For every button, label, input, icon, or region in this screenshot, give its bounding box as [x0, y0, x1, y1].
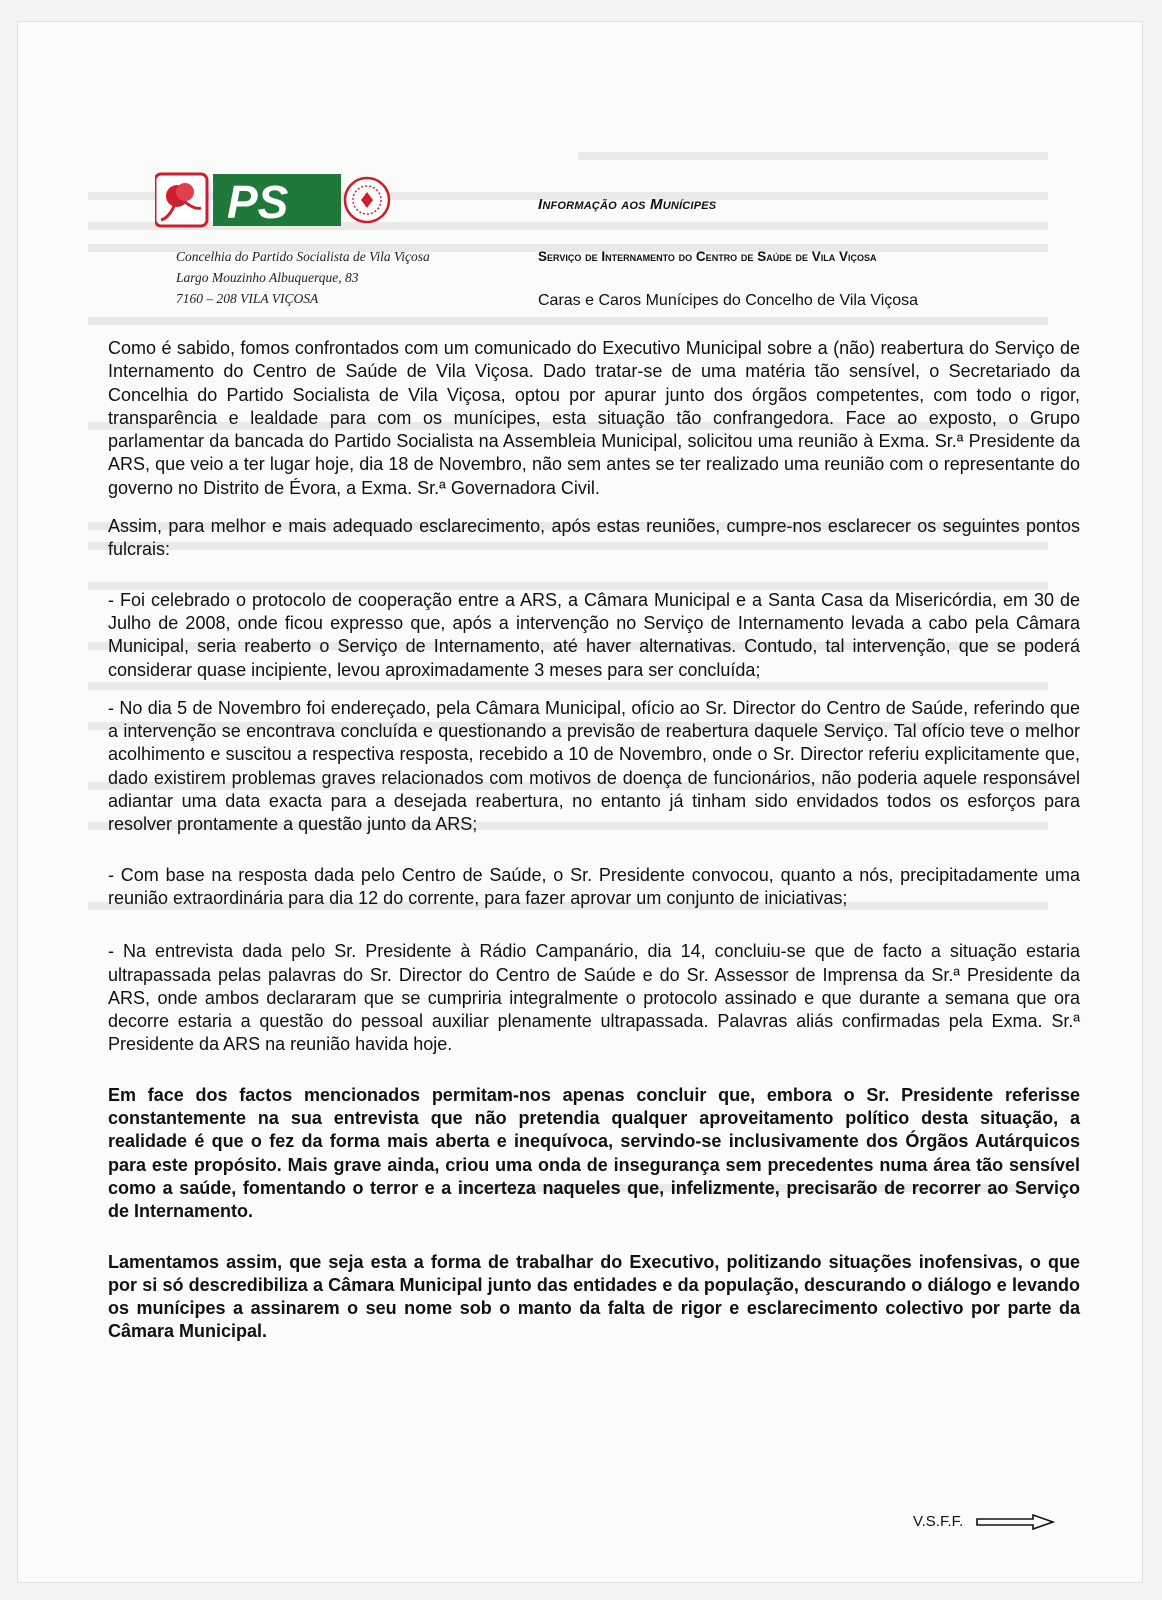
document-page	[18, 22, 1142, 1582]
document-subtitle: Serviço de Internamento do Centro de Saúde de Vila Viçosa	[538, 249, 877, 264]
organization-address-line2: 7160 – 208 VILA VIÇOSA	[176, 291, 319, 306]
paragraph-point-protocol: - Foi celebrado o protocolo de cooperação entre a ARS, a Câmara Municipal e a Santa Casa da Misericórdia, em 30 de Julho de 2008, onde ficou expresso que, após a intervenção no Serviço de Internamento levada a cabo pela Câmara Municipal, seria reaberto o Serviço de Internamento, até haver alternativas. Contudo, tal intervenção, que se poderá considerar quase incipiente, levou aproximadamente 3 meses para ser concluída;	[108, 589, 1080, 680]
logo-text: PS	[227, 176, 289, 228]
organization-name: Concelhia do Partido Socialista de Vila Viçosa	[176, 249, 430, 264]
organization-block	[176, 246, 430, 309]
paragraph-conclusion: Em face dos factos mencionados permitam-nos apenas concluir que, embora o Sr. Presidente referisse constantemente na sua entrevista que não pretendia qualquer aproveitamento político desta situação, a realidade é que o fez da forma mais aberta e inequívoca, servindo-se inclusivamente dos Órgãos Autárquicos para este propósito. Mais grave ainda, criou uma onda de insegurança sem precedentes numa área tão sensível como a saúde, fomentando o terror e a incerteza naqueles que, infelizmente, precisarão de recorrer ao Serviço de Internamento.	[108, 1084, 1080, 1222]
document-title: Informação aos Munícipes	[538, 196, 717, 213]
ps-logo	[155, 156, 395, 236]
arrow-right-icon	[975, 1514, 1055, 1530]
document-body	[108, 337, 1080, 1344]
continuation-note	[913, 1513, 1055, 1530]
continuation-text: V.S.F.F.	[913, 1513, 964, 1530]
paragraph-intro: Como é sabido, fomos confrontados com um comunicado do Executivo Municipal sobre a (não) reabertura do Serviço de Internamento do Centro de Saúde de Vila Viçosa. Dado tratar-se de uma matéria tão sensível, o Secretariado da Concelhia do Partido Socialista de Vila Viçosa, optou por apurar junto dos órgãos competentes, com todo o rigor, transparência e lealdade para com os munícipes, esta situação tão confrangedora. Face ao exposto, o Grupo parlamentar da bancada do Partido Socialista na Assembleia Municipal, solicitou uma reunião à Exma. Sr.ª Presidente da ARS, que veio a ter lugar hoje, dia 18 de Novembro, não sem antes se ter realizado uma reunião com o representante do governo no Distrito de Évora, a Exma. Sr.ª Governadora Civil.	[108, 338, 1080, 498]
seal-icon	[345, 178, 389, 222]
paragraph-lament: Lamentamos assim, que seja esta a forma de trabalhar do Executivo, politizando situações inofensivas, o que por si só descredibiliza a Câmara Municipal junto das entidades e da população, descurando o diálogo e levando os munícipes a assinarem o seu nome sob o manto da falta de rigor e esclarecimento colectivo por parte da Câmara Municipal.	[108, 1251, 1080, 1342]
paragraph-context: Assim, para melhor e mais adequado esclarecimento, após estas reuniões, cumpre-nos esclarecer os seguintes pontos fulcrais:	[108, 516, 1080, 560]
rose-icon	[155, 174, 207, 226]
greeting: Caras e Caros Munícipes do Concelho de Vila Viçosa	[538, 292, 919, 309]
paragraph-point-official-letter: - No dia 5 de Novembro foi endereçado, pela Câmara Municipal, ofício ao Sr. Director do Centro de Saúde, referindo que a intervenção se encontrava concluída e questionando a previsão de reabertura daquele Serviço. Tal ofício teve o melhor acolhimento e suscitou a respectiva resposta, recebido a 10 de Novembro, onde o Sr. Director referiu explicitamente que, dado existirem problemas graves relacionados com motivos de doença de funcionários, não poderia aquele responsável adiantar uma data exacta para a desejada reabertura, no entanto já tinham sido envidados todos os esforços para resolver prontamente a questão junto da ARS;	[108, 697, 1080, 835]
paragraph-point-interview: - Na entrevista dada pelo Sr. Presidente à Rádio Campanário, dia 14, concluiu-se que de facto a situação estaria ultrapassada pelas palavras do Sr. Director do Centro de Saúde e do Sr. Assessor de Imprensa da Sr.ª Presidente da ARS, onde ambos declararam que se cumpriria integralmente o protocolo assinado e que durante a semana que ora decorre estaria a questão do pessoal auxiliar plenamente ultrapassada. Palavras aliás confirmadas pela Exma. Sr.ª Presidente da ARS na reunião havida hoje.	[108, 941, 1080, 1055]
header-block	[538, 196, 716, 213]
paragraph-point-meeting: - Com base na resposta dada pelo Centro de Saúde, o Sr. Presidente convocou, quanto a nós, precipitadamente uma reunião extraordinária para dia 12 do corrente, para fazer aprovar um conjunto de iniciativas;	[108, 864, 1080, 908]
organization-address-line1: Largo Mouzinho Albuquerque, 83	[176, 270, 359, 285]
